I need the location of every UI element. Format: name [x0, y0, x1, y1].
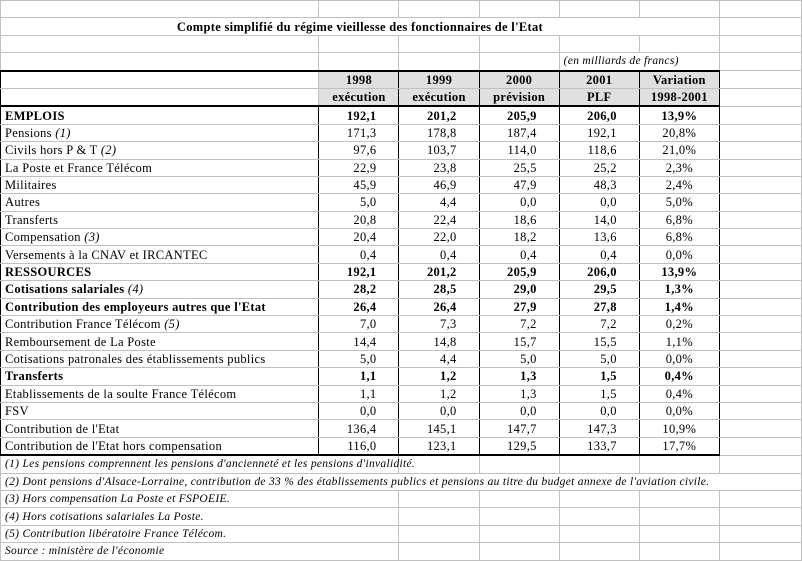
cell[interactable] [719, 385, 801, 402]
value-cell[interactable]: 7,2 [559, 316, 639, 333]
row-label: Remboursement de La Poste [5, 334, 156, 349]
value-cell[interactable]: 116,0 [319, 437, 399, 455]
value-cell[interactable]: 20,4 [319, 229, 399, 246]
variation-cell[interactable]: 1,3% [639, 281, 719, 298]
value-cell[interactable]: 27,9 [479, 298, 559, 315]
row-label-cell[interactable] [1, 281, 319, 298]
table-row [1, 263, 802, 280]
cell[interactable] [479, 455, 559, 473]
row-label-cell[interactable] [1, 263, 319, 280]
header-status[interactable]: exécution [319, 88, 399, 106]
footnote[interactable]: (3) Hors compensation La Poste et FSPOEIE. [1, 490, 399, 507]
value-cell[interactable]: 15,7 [479, 333, 559, 350]
header-year[interactable]: 2001 [559, 71, 639, 89]
cell[interactable] [719, 402, 801, 419]
variation-cell[interactable]: 13,9% [639, 263, 719, 280]
cell[interactable] [479, 53, 559, 71]
cell[interactable] [639, 490, 719, 507]
variation-cell[interactable]: 1,1% [639, 333, 719, 350]
value-cell[interactable]: 7,0 [319, 316, 399, 333]
row-label-cell[interactable] [1, 402, 319, 419]
cell[interactable] [319, 53, 399, 71]
row-label: FSV [5, 404, 29, 419]
table-row [1, 350, 802, 367]
variation-cell[interactable]: 0,4% [639, 368, 719, 385]
header-status[interactable]: PLF [559, 88, 639, 106]
variation-cell[interactable]: 1,4% [639, 298, 719, 315]
cell[interactable] [559, 490, 639, 507]
table-row [1, 176, 802, 193]
value-cell[interactable]: 22,9 [319, 159, 399, 176]
value-cell[interactable]: 0,4 [319, 246, 399, 263]
cell[interactable] [639, 1, 719, 18]
value-cell[interactable]: 0,4 [399, 246, 479, 263]
value-cell[interactable]: 171,3 [319, 124, 399, 141]
footnote-row [1, 508, 802, 525]
value-cell[interactable]: 14,0 [559, 211, 639, 228]
row-label: Contribution France Télécom [5, 317, 161, 332]
cell[interactable] [719, 298, 801, 315]
variation-cell[interactable]: 6,8% [639, 211, 719, 228]
value-cell[interactable]: 123,1 [399, 437, 479, 455]
blank-row [1, 35, 802, 52]
cell[interactable] [479, 543, 559, 560]
cell[interactable] [719, 543, 801, 560]
row-label-cell[interactable] [1, 229, 319, 246]
variation-cell[interactable]: 0,0% [639, 246, 719, 263]
cell[interactable] [719, 263, 801, 280]
table-row [1, 281, 802, 298]
value-cell[interactable]: 1,5 [559, 368, 639, 385]
variation-cell[interactable]: 13,9% [639, 106, 719, 124]
value-cell[interactable]: 14,4 [319, 333, 399, 350]
variation-cell[interactable]: 17,7% [639, 437, 719, 455]
table-row [1, 142, 802, 159]
cell[interactable] [399, 525, 479, 542]
table-row [1, 194, 802, 211]
row-label-cell[interactable] [1, 211, 319, 228]
value-cell[interactable]: 25,2 [559, 159, 639, 176]
cell[interactable] [719, 35, 801, 52]
value-cell[interactable]: 0,0 [319, 402, 399, 419]
value-cell[interactable]: 201,2 [399, 263, 479, 280]
value-cell[interactable]: 28,5 [399, 281, 479, 298]
value-cell[interactable]: 103,7 [399, 142, 479, 159]
value-cell[interactable]: 26,4 [399, 298, 479, 315]
table-row [1, 402, 802, 419]
footnote-row [1, 525, 802, 542]
cell[interactable] [719, 142, 801, 159]
table-row [1, 211, 802, 228]
cell[interactable] [719, 508, 801, 525]
row-label-cell[interactable] [1, 159, 319, 176]
cell[interactable] [319, 35, 399, 52]
value-cell[interactable]: 4,4 [399, 350, 479, 367]
cell[interactable] [1, 71, 319, 89]
footnote-ref: (1) [55, 125, 71, 140]
cell[interactable] [719, 1, 801, 18]
value-cell[interactable]: 14,8 [399, 333, 479, 350]
row-label: RESSOURCES [5, 265, 92, 280]
variation-cell[interactable]: 0,0% [639, 350, 719, 367]
value-cell[interactable]: 129,5 [479, 437, 559, 455]
cell[interactable] [399, 508, 479, 525]
table-title[interactable]: Compte simplifié du régime vieillesse des fonctionnaires de l'Etat [1, 18, 720, 35]
cell[interactable] [639, 543, 719, 560]
value-cell[interactable]: 0,0 [479, 402, 559, 419]
source-note[interactable]: Source : ministère de l'économie [1, 543, 399, 560]
cell[interactable] [399, 53, 479, 71]
cell[interactable] [719, 211, 801, 228]
value-cell[interactable]: 5,0 [479, 350, 559, 367]
variation-cell[interactable]: 0,4% [639, 385, 719, 402]
value-cell[interactable]: 5,0 [319, 194, 399, 211]
cell[interactable] [719, 281, 801, 298]
value-cell[interactable]: 5,0 [559, 350, 639, 367]
cell[interactable] [399, 35, 479, 52]
variation-cell[interactable]: 21,0% [639, 142, 719, 159]
header-year[interactable]: 1999 [399, 71, 479, 89]
footnote[interactable]: (1) Les pensions comprennent les pensions d'ancienneté et les pensions d'invalidité. [1, 455, 399, 473]
variation-cell[interactable]: 20,8% [639, 124, 719, 141]
value-cell[interactable]: 7,2 [479, 316, 559, 333]
cell[interactable] [1, 1, 319, 18]
row-label-cell[interactable] [1, 176, 319, 193]
value-cell[interactable]: 1,1 [319, 385, 399, 402]
value-cell[interactable]: 47,9 [479, 176, 559, 193]
row-label-cell[interactable] [1, 385, 319, 402]
cell[interactable] [719, 333, 801, 350]
table-row [1, 246, 802, 263]
cell[interactable] [719, 194, 801, 211]
value-cell[interactable]: 45,9 [319, 176, 399, 193]
table-row [1, 437, 802, 455]
row-label-cell[interactable] [1, 437, 319, 455]
value-cell[interactable]: 145,1 [399, 420, 479, 437]
value-cell[interactable]: 28,2 [319, 281, 399, 298]
value-cell[interactable]: 147,3 [559, 420, 639, 437]
row-label: Pensions [5, 125, 52, 140]
table-row [1, 333, 802, 350]
table-row [1, 159, 802, 176]
footnote-row [1, 473, 802, 490]
unit-row [1, 53, 802, 71]
cell[interactable] [559, 543, 639, 560]
value-cell[interactable]: 0,0 [399, 402, 479, 419]
footnote-row [1, 490, 802, 507]
row-label: Cotisations patronales des établissements publics [5, 352, 266, 366]
row-label: Civils hors P & T [5, 143, 98, 158]
table-row [1, 385, 802, 402]
row-label-cell[interactable] [1, 420, 319, 437]
cell[interactable] [719, 246, 801, 263]
cell[interactable] [639, 508, 719, 525]
footnote-ref: (5) [164, 317, 180, 332]
cell[interactable] [479, 525, 559, 542]
footnote[interactable]: (2) Dont pensions d'Alsace-Lorraine, contribution de 33 % des établissements publics et pensions au titre du budget annexe de l'aviation civile. [1, 473, 802, 490]
table-row [1, 368, 802, 385]
variation-cell[interactable]: 0,2% [639, 316, 719, 333]
cell[interactable] [399, 1, 479, 18]
variation-cell[interactable]: 2,3% [639, 159, 719, 176]
value-cell[interactable]: 22,0 [399, 229, 479, 246]
footnote[interactable]: (5) Contribution libératoire France Télécom. [1, 525, 399, 542]
unit-label[interactable]: (en milliards de francs) [559, 53, 719, 71]
value-cell[interactable]: 201,2 [399, 106, 479, 124]
value-cell[interactable]: 18,2 [479, 229, 559, 246]
cell[interactable] [559, 455, 639, 473]
cell[interactable] [719, 437, 801, 455]
value-cell[interactable]: 27,8 [559, 298, 639, 315]
row-label-cell[interactable] [1, 333, 319, 350]
value-cell[interactable]: 1,1 [319, 368, 399, 385]
variation-cell[interactable]: 10,9% [639, 420, 719, 437]
value-cell[interactable]: 15,5 [559, 333, 639, 350]
cell[interactable] [719, 18, 801, 35]
value-cell[interactable]: 26,4 [319, 298, 399, 315]
value-cell[interactable]: 29,0 [479, 281, 559, 298]
value-cell[interactable]: 136,4 [319, 420, 399, 437]
row-label-cell[interactable] [1, 368, 319, 385]
table-row [1, 298, 802, 315]
value-cell[interactable]: 118,6 [559, 142, 639, 159]
cell[interactable] [719, 159, 801, 176]
row-label-cell[interactable] [1, 298, 319, 315]
footnote-ref: (2) [100, 143, 117, 158]
cell[interactable] [719, 106, 801, 124]
value-cell[interactable]: 18,6 [479, 211, 559, 228]
row-label-cell[interactable] [1, 124, 319, 141]
cell[interactable] [479, 1, 559, 18]
cell[interactable] [1, 88, 319, 106]
header-row-1 [1, 71, 802, 89]
header-variation[interactable]: Variation [639, 71, 719, 89]
value-cell[interactable]: 1,3 [479, 385, 559, 402]
value-cell[interactable]: 133,7 [559, 437, 639, 455]
value-cell[interactable]: 147,7 [479, 420, 559, 437]
value-cell[interactable]: 192,1 [559, 124, 639, 141]
value-cell[interactable]: 205,9 [479, 106, 559, 124]
value-cell[interactable]: 20,8 [319, 211, 399, 228]
header-row-2 [1, 88, 802, 106]
cell[interactable] [639, 455, 719, 473]
row-label: Cotisations salariales [5, 282, 125, 297]
cell[interactable] [399, 490, 479, 507]
cell[interactable] [559, 35, 639, 52]
value-cell[interactable]: 192,1 [319, 263, 399, 280]
row-label: Contribution des employeurs autres que l'Etat [5, 299, 266, 314]
cell[interactable] [639, 35, 719, 52]
header-status[interactable]: prévision [479, 88, 559, 106]
table-row [1, 106, 802, 124]
row-label: Autres [5, 195, 41, 210]
title-row [1, 18, 802, 35]
value-cell[interactable]: 0,4 [559, 246, 639, 263]
cell[interactable] [559, 525, 639, 542]
row-label: Versements à la CNAV et IRCANTEC [5, 247, 208, 262]
row-label: Etablissements de la soulte France Télécom [5, 386, 237, 401]
value-cell[interactable]: 46,9 [399, 176, 479, 193]
cell[interactable] [479, 508, 559, 525]
table-row [1, 124, 802, 141]
cell[interactable] [319, 1, 399, 18]
footnote-row [1, 543, 802, 560]
cell[interactable] [479, 490, 559, 507]
cell[interactable] [719, 525, 801, 542]
row-label: Transferts [5, 369, 64, 384]
cell[interactable] [719, 350, 801, 367]
cell[interactable] [719, 124, 801, 141]
row-label-cell[interactable] [1, 142, 319, 159]
cell[interactable] [719, 316, 801, 333]
cell[interactable] [719, 420, 801, 437]
cell[interactable] [719, 88, 801, 106]
blank-row [1, 1, 802, 18]
cell[interactable] [399, 543, 479, 560]
value-cell[interactable]: 0,4 [479, 246, 559, 263]
cell[interactable] [719, 490, 801, 507]
footnote-ref: (3) [84, 230, 100, 245]
row-label: Transferts [5, 212, 59, 227]
value-cell[interactable]: 29,5 [559, 281, 639, 298]
header-period[interactable]: 1998-2001 [639, 88, 719, 106]
footnote[interactable]: (4) Hors cotisations salariales La Poste. [1, 508, 399, 525]
value-cell[interactable]: 1,3 [479, 368, 559, 385]
row-label: Militaires [5, 178, 57, 193]
row-label-cell[interactable] [1, 316, 319, 333]
cell[interactable] [719, 455, 801, 473]
cell[interactable] [559, 1, 639, 18]
value-cell[interactable]: 7,3 [399, 316, 479, 333]
value-cell[interactable]: 13,6 [559, 229, 639, 246]
value-cell[interactable]: 192,1 [319, 106, 399, 124]
cell[interactable] [719, 176, 801, 193]
cell[interactable] [1, 35, 319, 52]
row-label: EMPLOIS [5, 108, 65, 123]
row-label: La Poste et France Télécom [5, 160, 153, 175]
value-cell[interactable]: 114,0 [479, 142, 559, 159]
row-label-cell[interactable] [1, 246, 319, 263]
value-cell[interactable]: 205,9 [479, 263, 559, 280]
header-year[interactable]: 1998 [319, 71, 399, 89]
row-label-cell[interactable] [1, 350, 319, 367]
cell[interactable] [479, 35, 559, 52]
value-cell[interactable]: 187,4 [479, 124, 559, 141]
header-status[interactable]: exécution [399, 88, 479, 106]
variation-cell[interactable]: 0,0% [639, 402, 719, 419]
value-cell[interactable]: 206,0 [559, 106, 639, 124]
cell[interactable] [719, 368, 801, 385]
value-cell[interactable]: 97,6 [319, 142, 399, 159]
value-cell[interactable]: 4,4 [399, 194, 479, 211]
cell[interactable] [559, 508, 639, 525]
value-cell[interactable]: 22,4 [399, 211, 479, 228]
value-cell[interactable]: 23,8 [399, 159, 479, 176]
value-cell[interactable]: 0,0 [479, 194, 559, 211]
row-label: Compensation [5, 230, 81, 245]
variation-cell[interactable]: 5,0% [639, 194, 719, 211]
value-cell[interactable]: 5,0 [319, 350, 399, 367]
table-row [1, 229, 802, 246]
value-cell[interactable]: 206,0 [559, 263, 639, 280]
header-year[interactable]: 2000 [479, 71, 559, 89]
value-cell[interactable]: 178,8 [399, 124, 479, 141]
value-cell[interactable]: 1,5 [559, 385, 639, 402]
variation-cell[interactable]: 2,4% [639, 176, 719, 193]
footnote-row [1, 455, 802, 473]
row-label: Contribution de l'Etat hors compensation [5, 438, 222, 453]
footnote-ref: (4) [127, 282, 144, 297]
value-cell[interactable]: 25,5 [479, 159, 559, 176]
table-row [1, 316, 802, 333]
cell[interactable] [719, 53, 801, 71]
cell[interactable] [1, 53, 319, 71]
cell[interactable] [719, 71, 801, 89]
table-row [1, 420, 802, 437]
value-cell[interactable]: 0,0 [559, 194, 639, 211]
row-label-cell[interactable] [1, 194, 319, 211]
cell[interactable] [719, 229, 801, 246]
row-label-cell[interactable] [1, 106, 319, 124]
row-label: Contribution de l'Etat [5, 421, 120, 436]
value-cell[interactable]: 48,3 [559, 176, 639, 193]
value-cell[interactable]: 1,2 [399, 368, 479, 385]
cell[interactable] [639, 525, 719, 542]
variation-cell[interactable]: 6,8% [639, 229, 719, 246]
value-cell[interactable]: 0,0 [559, 402, 639, 419]
value-cell[interactable]: 1,2 [399, 385, 479, 402]
